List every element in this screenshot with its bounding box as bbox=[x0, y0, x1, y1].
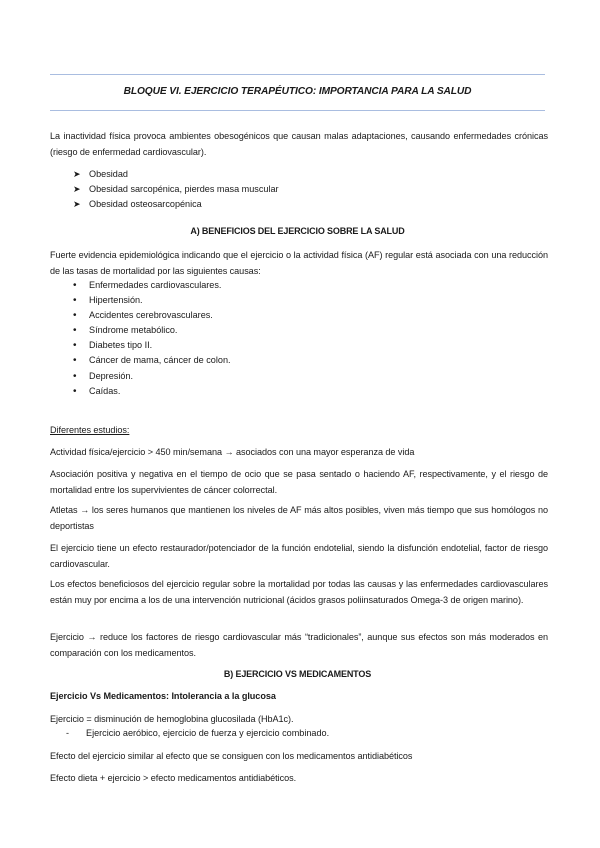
top-rule bbox=[50, 74, 545, 75]
bullet-dot-icon: • bbox=[73, 325, 77, 336]
bullet-dot-icon: • bbox=[73, 386, 77, 397]
arrow-bullet-icon: ➤ bbox=[73, 184, 81, 194]
intro-paragraph: La inactividad física provoca ambientes obesogénicos que causan malas adaptaciones, causando enfermedades crónicas (riesgo de enfermedad cardiovascular). bbox=[50, 131, 548, 157]
study-paragraph: Atletas → los seres humanos que mantienen los niveles de AF más altos posibles, viven más tiempo que sus homólogos no deportistas bbox=[50, 505, 548, 531]
title-bottom-rule bbox=[50, 110, 545, 111]
arrow-bullet-icon: ➤ bbox=[73, 169, 81, 179]
bullet-dot-icon: • bbox=[73, 371, 77, 382]
list-item: ➤ Obesidad sarcopénica, pierdes masa muscular bbox=[73, 182, 263, 198]
list-item: - Ejercicio aeróbico, ejercicio de fuerza y ejercicio combinado. bbox=[66, 726, 309, 742]
list-item: • Enfermedades cardiovasculares. bbox=[73, 278, 205, 294]
list-item: • Accidentes cerebrovasculares. bbox=[73, 308, 197, 324]
bullet-dot-icon: • bbox=[73, 295, 77, 306]
section-b-line: Efecto del ejercicio similar al efecto que se consiguen con los medicamentos antidiabéticos bbox=[50, 751, 413, 761]
dash-bullet-icon: - bbox=[66, 728, 69, 738]
bullet-dot-icon: • bbox=[73, 280, 77, 291]
section-a-heading: A) BENEFICIOS DEL EJERCICIO SOBRE LA SALUD bbox=[190, 226, 405, 236]
list-item: • Depresión. bbox=[73, 369, 117, 385]
section-a-intro: Fuerte evidencia epidemiológica indicando que el ejercicio o la actividad física (AF) regular está asociada con una reducción de las tasas de mortalidad por las siguientes causas: bbox=[50, 250, 548, 276]
section-b-heading: B) EJERCICIO VS MEDICAMENTOS bbox=[223, 669, 372, 679]
bullet-dot-icon: • bbox=[73, 355, 77, 366]
list-item: ➤ Obesidad osteosarcopénica bbox=[73, 197, 186, 213]
study-paragraph: Actividad física/ejercicio > 450 min/semana → asociados con una mayor esperanza de vida bbox=[50, 447, 415, 457]
study-paragraph: Los efectos beneficiosos del ejercicio regular sobre la mortalidad por todas las causas y las enfermedades cardiovasculares están muy por encima a los de una intervención nutricional (ácidos grasos poliinsaturados Omega-3 de origen marino). bbox=[50, 579, 548, 605]
list-item: • Síndrome metabólico. bbox=[73, 323, 161, 339]
section-b-line: Ejercicio = disminución de hemoglobina glucosilada (HbA1c). bbox=[50, 714, 294, 724]
section-b-line: Efecto dieta + ejercicio > efecto medicamentos antidiabéticos. bbox=[50, 773, 297, 783]
bullet-dot-icon: • bbox=[73, 310, 77, 321]
study-paragraph: Ejercicio → reduce los factores de riesgo cardiovascular más “tradicionales”, aunque sus efectos son más moderados en comparación con los medicamentos. bbox=[50, 632, 548, 658]
list-item: • Diabetes tipo II. bbox=[73, 338, 136, 354]
list-item: • Caídas. bbox=[73, 384, 104, 400]
list-item: ➤ Obesidad bbox=[73, 167, 112, 183]
studies-heading: Diferentes estudios: bbox=[50, 425, 130, 435]
page-title: BLOQUE VI. EJERCICIO TERAPÉUTICO: IMPORTANCIA PARA LA SALUD bbox=[123, 86, 472, 97]
arrow-bullet-icon: ➤ bbox=[73, 199, 81, 209]
study-paragraph: Asociación positiva y negativa en el tiempo de ocio que se pasa sentado o haciendo AF, respectivamente, y el riesgo de mortalidad entre los supervivientes de cáncer colorrectal. bbox=[50, 469, 548, 495]
section-b-subheading: Ejercicio Vs Medicamentos: Intolerancia a la glucosa bbox=[50, 691, 276, 701]
list-item: • Cáncer de mama, cáncer de colon. bbox=[73, 353, 215, 369]
list-item: • Hipertensión. bbox=[73, 293, 127, 309]
study-paragraph: El ejercicio tiene un efecto restaurador/potenciador de la función endotelial, siendo la disfunción endotelial, factor de riesgo cardiovascular. bbox=[50, 543, 548, 569]
bullet-dot-icon: • bbox=[73, 340, 77, 351]
